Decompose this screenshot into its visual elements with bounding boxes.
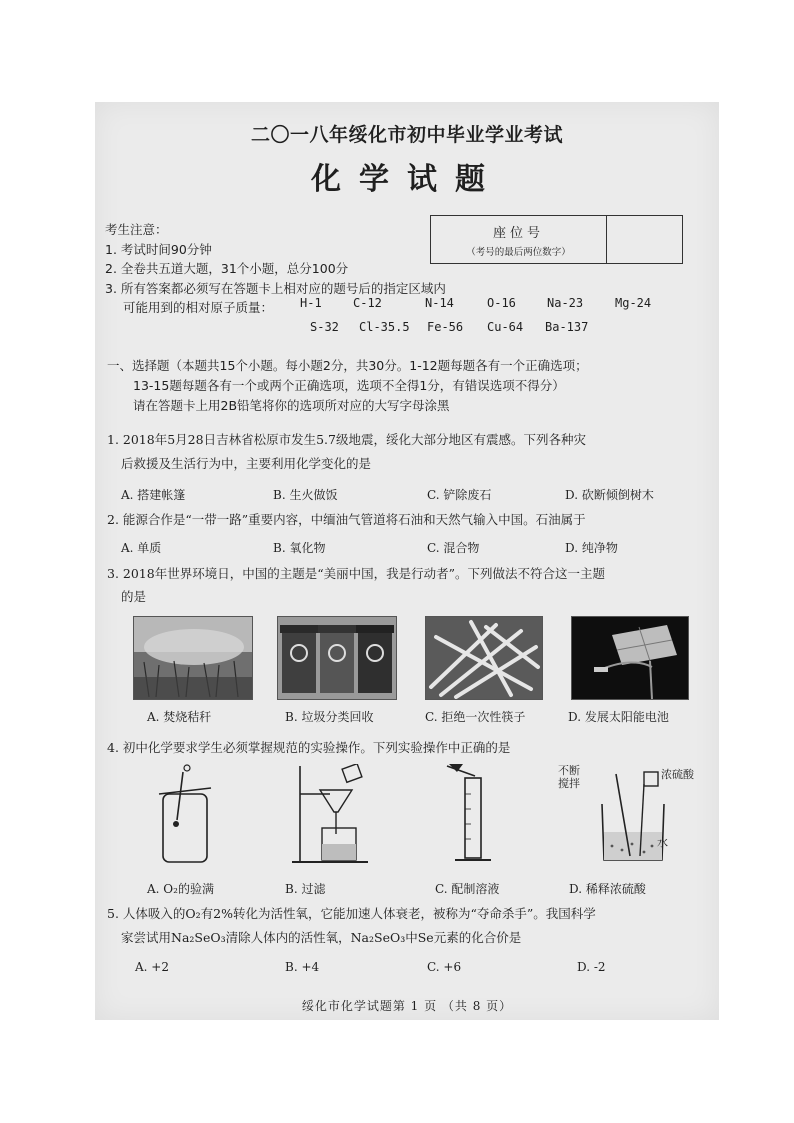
burning-straw-icon [134, 617, 252, 699]
atomic-mass: S-32 [310, 320, 339, 334]
notice-item: 2. 全卷共五道大题，31个小题，总分100分 [105, 261, 349, 276]
caption: D. 发展太阳能电池 [568, 710, 669, 724]
option: A. 单质 [121, 541, 162, 555]
photo-disposable-chopsticks [425, 616, 543, 700]
question-5-line2: 家尝试用Na₂SeO₃清除人体内的活性氧，Na₂SeO₃中Se元素的化合价是 [121, 930, 522, 945]
gas-jar-icon [157, 764, 217, 869]
option: D. -2 [577, 960, 606, 974]
question-4-line1: 4. 初中化学要求学生必须掌握规范的实验操作。下列实验操作中正确的是 [107, 740, 511, 755]
question-1-line2: 后救援及生活行为中，主要利用化学变化的是 [121, 456, 372, 471]
option: B. 氧化物 [273, 541, 326, 555]
seat-number-box [430, 215, 683, 264]
photo-garbage-bins [277, 616, 397, 700]
option: A. 搭建帐篷 [121, 488, 186, 502]
option: D. 纯净物 [565, 541, 618, 555]
caption: A. 焚烧秸秆 [147, 710, 212, 724]
label-continuous-stirring: 不断搅拌 [558, 764, 580, 790]
option: B. +4 [285, 960, 320, 974]
question-5-line1: 5. 人体吸入的O₂有2%转化为活性氧，它能加速人体衰老，被称为“夺命杀手”。我国科学 [107, 906, 596, 921]
atomic-mass: H-1 [300, 296, 322, 310]
graduated-cylinder-icon [445, 764, 505, 869]
notice-heading: 考生注意： [105, 222, 168, 237]
label-concentrated-acid: 浓硫酸 [661, 768, 694, 781]
solar-panel-icon [572, 617, 688, 699]
atomic-mass: Cu-64 [487, 320, 524, 334]
chopsticks-icon [426, 617, 542, 699]
caption: D. 稀释浓硫酸 [569, 882, 646, 896]
seat-number-blank[interactable] [607, 216, 682, 263]
atomic-mass: O-16 [487, 296, 516, 310]
section-heading-line3: 请在答题卡上用2B铅笔将你的选项所对应的大写字母涂黑 [133, 398, 450, 413]
question-1-line1: 1. 2018年5月28日吉林省松原市发生5.7级地震，绥化大部分地区有震感。下列各种灾 [107, 432, 586, 447]
seat-number-hint: （考号的最后两位数字） [466, 247, 571, 258]
option: B. 生火做饭 [273, 488, 338, 502]
option: C. 混合物 [427, 541, 480, 555]
filtration-setup-icon [290, 764, 370, 869]
garbage-bin-icon [278, 617, 396, 699]
atomic-mass: Mg-24 [615, 296, 652, 310]
question-3-line1: 3. 2018年世界环境日，中国的主题是“美丽中国，我是行动者”。下列做法不符合这一主题 [107, 566, 605, 581]
notice-item: 3. 所有答案都必须写在答题卡上相对应的题号后的指定区域内 [105, 280, 446, 296]
section-heading-line1: 一、选择题（本题共15个小题。每小题2分，共30分。1-12题每题各有一个正确选项； [107, 358, 588, 373]
exam-page [95, 102, 719, 1020]
option: C. 铲除废石 [427, 488, 492, 502]
photo-burning-straw [133, 616, 253, 700]
page-footer: 绥化市化学试题第 1 页 （共 8 页） [301, 999, 513, 1013]
atomic-mass: N-14 [425, 296, 454, 310]
atomic-mass: Cl-35.5 [359, 320, 410, 334]
atomic-mass: Ba-137 [545, 320, 589, 334]
section-instructions [107, 356, 707, 416]
notice-item: 1. 考试时间90分钟 [105, 241, 212, 257]
atomic-mass-label: 可能用到的相对原子质量： [123, 300, 274, 315]
question-3-line2: 的是 [121, 589, 147, 604]
caption: C. 拒绝一次性筷子 [425, 710, 526, 724]
caption: B. 垃圾分类回收 [285, 710, 374, 724]
caption: A. O₂的验满 [147, 882, 214, 896]
exam-title: 二〇一八年绥化市初中毕业学业考试 [250, 124, 563, 146]
label-water: 水 [657, 836, 668, 849]
option: C. +6 [427, 960, 462, 974]
question-2-line1: 2. 能源合作是“一带一路”重要内容，中缅油气管道将石油和天然气输入中国。石油属于 [107, 512, 586, 527]
section-heading-line2: 13-15题每题各有一个或两个正确选项，选项不全得1分，有错误选项不得分） [133, 378, 565, 393]
atomic-mass: C-12 [353, 296, 382, 310]
atomic-mass: Fe-56 [427, 320, 464, 334]
exam-notice [105, 220, 446, 318]
caption: C. 配制溶液 [435, 882, 500, 896]
option: A. +2 [135, 960, 169, 974]
exam-subject: 化学试题 [311, 162, 503, 197]
atomic-mass: Na-23 [547, 296, 584, 310]
option: D. 砍断倾倒树木 [565, 488, 654, 502]
seat-number-label: 座位号 [492, 226, 544, 241]
photo-solar-panel-lamp [571, 616, 689, 700]
caption: B. 过滤 [285, 882, 326, 896]
